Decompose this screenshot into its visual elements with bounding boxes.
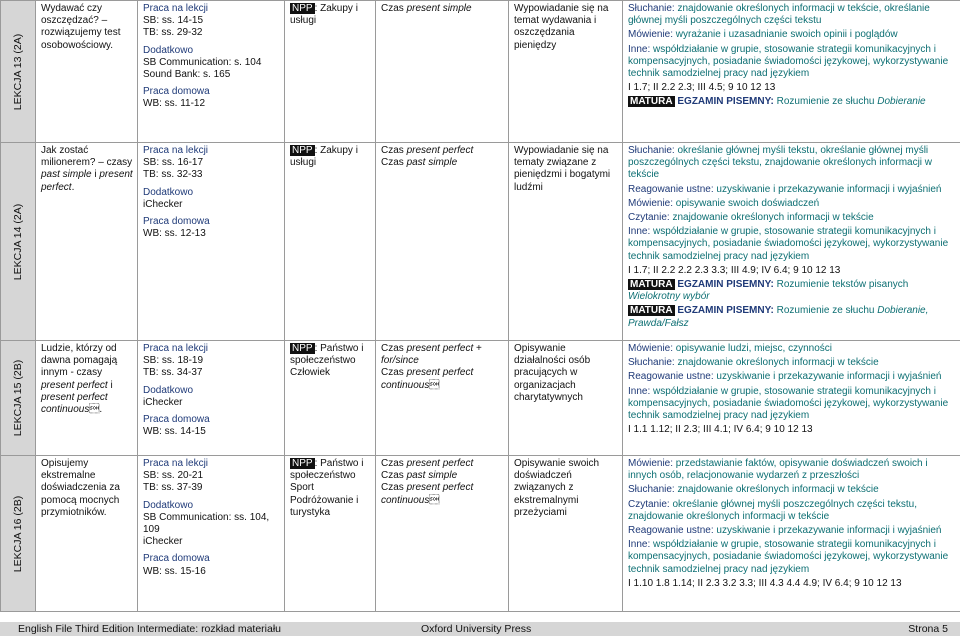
npp-line	[290, 145, 371, 169]
topic-cell	[36, 143, 138, 341]
skill-label: Słuchanie:	[628, 484, 675, 496]
skill-text: znajdowanie określonych informacji w tekście	[674, 357, 879, 369]
skill-label: Słuchanie:	[628, 3, 675, 14]
skill-text: znajdowanie określonych informacji w tekście, określanie głównej myśli poszczególnych części tekstu	[628, 3, 930, 27]
skill-text: współdziałanie w grupie, stosowanie strategii komunikacyjnych i kompensacyjnych, posiadanie świadomości językowej, wykorzystywanie technik samodzielnej pracy nad językiem	[628, 385, 949, 422]
lesson-row	[1, 456, 960, 612]
skill-item	[628, 343, 956, 355]
skill-label: Mówienie:	[628, 197, 674, 209]
codes: I 1.1 1.12; II 2.3; III 4.1; IV 6.4; 9 10 12 13	[628, 424, 813, 436]
materials-cell	[138, 1, 285, 143]
codes: I 1.7; II 2.2 2.2 2.3 3.3; III 4.9; IV 6.4; 9 10 12 13	[628, 264, 841, 276]
skill-text: określanie głównej myśli poszczególnych części tekstu, znajdowanie określonych informacji w tekście	[628, 498, 918, 522]
lesson-cell	[1, 143, 36, 341]
npp-text: : Zakupy i usługi	[290, 3, 358, 27]
materials-cell	[138, 341, 285, 456]
materials-label: Praca na lekcji	[143, 458, 209, 469]
lesson-cell	[1, 456, 36, 612]
skill-item	[628, 3, 956, 27]
npp-line	[290, 482, 371, 494]
skill-label: Reagowanie ustne:	[628, 183, 714, 195]
skill-item	[628, 539, 956, 576]
skill-label: Słuchanie:	[628, 357, 675, 369]
npp-cell	[285, 341, 376, 456]
materials-line: iChecker	[143, 396, 183, 408]
skill-label: Reagowanie ustne:	[628, 371, 714, 383]
grammar-cell	[376, 1, 509, 143]
skill-text: przedstawianie faktów, opisywanie doświadczeń swoich i innych osób, relacjonowanie wydarzeń z przeszłości	[628, 458, 928, 482]
materials-label: Dodatkowo	[143, 186, 194, 198]
matura-type: Wielokrotny wybór	[628, 291, 710, 303]
skill-label: Mówienie:	[628, 458, 674, 469]
materials-line: iChecker	[143, 198, 183, 210]
npp-tag: NPP	[292, 458, 313, 469]
npp-tag: NPP	[292, 3, 313, 14]
skill-label: Inne:	[628, 226, 651, 238]
npp-line	[290, 3, 371, 27]
lesson-label: LEKCJA 16 (2B)	[11, 495, 24, 572]
functions-text: Wypowiadanie się na temat wydawania i oszczędzania pieniędzy	[514, 3, 609, 51]
skill-item	[628, 226, 956, 263]
npp-text: : Państwo i społeczeństwo	[290, 343, 364, 367]
functions-cell	[509, 341, 623, 456]
grammar-item: Czas present perfect	[381, 458, 474, 469]
materials-line: WB: ss. 15-16	[143, 565, 206, 577]
materials-cell	[138, 143, 285, 341]
npp-text: : Państwo i społeczeństwo	[290, 458, 364, 482]
matura-text: Rozumienie ze słuchu	[773, 96, 878, 108]
skill-text: opisywanie swoich doświadczeń	[673, 197, 820, 209]
footer-left: English File Third Edition Intermediate: rozkład materiału	[18, 623, 282, 635]
materials-line: WB: ss. 14-15	[143, 426, 206, 438]
functions-cell	[509, 456, 623, 612]
functions-text: Opisywanie działalności osób pracujących w organizacjach charytatywnych	[514, 343, 591, 403]
skills-cell	[623, 1, 960, 143]
materials-cell	[138, 456, 285, 612]
skill-label: Mówienie:	[628, 343, 674, 354]
matura-type: Dobieranie	[877, 96, 926, 108]
materials-line: TB: ss. 29-32	[143, 27, 203, 39]
materials-line: TB: ss. 32-33	[143, 169, 203, 181]
skill-item	[628, 484, 956, 496]
lesson-row	[1, 143, 960, 341]
matura-label: EGZAMIN PISEMNY:	[674, 305, 774, 317]
matura-tag: MATURA	[630, 279, 673, 291]
lesson-cell	[1, 341, 36, 456]
skill-text: uzyskiwanie i przekazywanie informacji i wyjaśnień	[713, 183, 942, 195]
grammar-item: Czas present simple	[381, 3, 472, 14]
functions-text: Opisywanie swoich doświadczeń związanych z ekstremalnymi przeżyciami	[514, 458, 600, 518]
skills-cell	[623, 456, 960, 612]
materials-label: Praca na lekcji	[143, 343, 209, 354]
skill-text: znajdowanie określonych informacji w tekście	[674, 484, 879, 496]
grammar-cell	[376, 143, 509, 341]
skill-label: Reagowanie ustne:	[628, 525, 714, 537]
footer-page-number: Strona 5	[908, 623, 948, 635]
materials-line: Sound Bank: s. 165	[143, 69, 231, 81]
skills-cell	[623, 341, 960, 456]
skill-item	[628, 184, 956, 196]
materials-line: SB: ss. 14-15	[143, 15, 204, 27]
skill-item	[628, 357, 956, 369]
materials-line: SB: ss. 16-17	[143, 157, 204, 169]
footer-center: Oxford University Press	[421, 623, 532, 635]
skill-text: współdziałanie w grupie, stosowanie strategii komunikacyjnych i kompensacyjnych, posiadanie świadomości językowej, wykorzystywanie technik samodzielnej pracy nad językiem	[628, 43, 949, 80]
materials-line: SB Communication: ss. 104, 109	[143, 511, 270, 536]
grammar-item: Czas present perfect continuous	[381, 367, 474, 391]
skills-cell	[623, 143, 960, 341]
functions-cell	[509, 143, 623, 341]
skill-item	[628, 29, 956, 41]
topic-cell	[36, 341, 138, 456]
matura-tag: MATURA	[630, 305, 673, 317]
skill-item	[628, 198, 956, 210]
skill-text: wyrażanie i uzasadnianie swoich opinii i poglądów	[673, 29, 898, 41]
npp-tag: NPP	[292, 145, 313, 156]
functions-cell	[509, 1, 623, 143]
npp-tag: NPP	[292, 343, 313, 354]
npp-text: Człowiek	[290, 367, 331, 379]
skill-label: Inne:	[628, 539, 651, 551]
matura-type: Dobieranie, Prawda/Fałsz	[628, 305, 929, 329]
matura-item	[628, 96, 956, 108]
npp-line	[290, 367, 371, 379]
topic-text: Wydawać czy oszczędzać? – rozwiązujemy test osobowościowy.	[41, 3, 121, 51]
materials-line: SB: ss. 20-21	[143, 470, 204, 482]
grammar-item: Czas present perfect	[381, 145, 474, 156]
npp-line	[290, 343, 371, 367]
skill-item	[628, 499, 956, 523]
materials-line: TB: ss. 34-37	[143, 367, 203, 379]
skill-text: określanie głównej myśli tekstu, określanie głównej myśli poszczególnych części tekstu, znajdowanie określonych informacji w tekście	[628, 145, 933, 181]
skill-label: Inne:	[628, 385, 651, 397]
materials-label: Dodatkowo	[143, 384, 194, 396]
topic-text: Ludzie, którzy od dawna pomagają innym - czasy present perfect i present perfect continuous.	[41, 343, 118, 416]
skill-item	[628, 212, 956, 224]
materials-label: Praca domowa	[143, 216, 210, 228]
materials-label: Praca na lekcji	[143, 145, 209, 156]
npp-cell	[285, 143, 376, 341]
skill-text: uzyskiwanie i przekazywanie informacji i wyjaśnień	[713, 371, 942, 383]
materials-line: SB: ss. 18-19	[143, 355, 204, 367]
grammar-item: Czas past simple	[381, 470, 458, 482]
lesson-label: LEKCJA 13 (2A)	[11, 33, 24, 110]
skill-label: Inne:	[628, 43, 651, 55]
codes: I 1.7; II 2.2 2.3; III 4.5; 9 10 12 13	[628, 82, 776, 94]
npp-cell	[285, 1, 376, 143]
npp-line	[290, 495, 371, 519]
skill-item	[628, 386, 956, 423]
skill-text: współdziałanie w grupie, stosowanie strategii komunikacyjnych i kompensacyjnych, posiadanie świadomości językowej, wykorzystywanie technik samodzielnej pracy nad językiem	[628, 226, 949, 262]
skill-label: Słuchanie:	[628, 145, 675, 156]
grammar-item: Czas present perfect continuous	[381, 482, 474, 506]
npp-line	[290, 458, 371, 482]
topic-text: Jak zostać milionerem? – czasy past simple i present perfect.	[41, 145, 133, 193]
skill-text: uzyskiwanie i przekazywanie informacji i wyjaśnień	[713, 525, 942, 537]
matura-label: EGZAMIN PISEMNY:	[674, 279, 774, 291]
grammar-cell	[376, 341, 509, 456]
lesson-row	[1, 341, 960, 456]
materials-label: Dodatkowo	[143, 44, 194, 56]
lesson-label: LEKCJA 15 (2B)	[11, 359, 24, 437]
skill-label: Czytanie:	[628, 212, 670, 224]
topic-text: Opisujemy ekstremalne doświadczenia za pomocą mocnych przymiotników.	[41, 458, 120, 518]
skill-item	[628, 145, 956, 182]
materials-line: iChecker	[143, 536, 183, 548]
matura-tag: MATURA	[630, 96, 673, 108]
materials-label: Praca na lekcji	[143, 3, 209, 14]
matura-text: Rozumienie ze słuchu	[773, 305, 878, 317]
skill-text: współdziałanie w grupie, stosowanie strategii komunikacyjnych i kompensacyjnych, posiadanie świadomości językowej, wykorzystywanie technik samodzielnej pracy nad językiem	[628, 539, 949, 575]
materials-line: WB: ss. 11-12	[143, 98, 206, 110]
npp-text: Podróżowanie i turystyka	[290, 494, 359, 518]
materials-label: Dodatkowo	[143, 499, 194, 511]
codes: I 1.10 1.8 1.14; II 2.3 3.2 3.3; III 4.3 4.4 4.9; IV 6.4; 9 10 12 13	[628, 577, 902, 589]
matura-item	[628, 279, 956, 303]
materials-label: Praca domowa	[143, 86, 210, 98]
page-footer	[0, 622, 960, 636]
npp-text: Sport	[290, 482, 314, 494]
materials-line: TB: ss. 37-39	[143, 482, 203, 494]
npp-text: : Zakupy i usługi	[290, 145, 358, 169]
topic-cell	[36, 1, 138, 143]
grammar-item: Czas past simple	[381, 157, 458, 169]
skill-item	[628, 371, 956, 383]
matura-item	[628, 305, 956, 329]
skill-item	[628, 44, 956, 81]
matura-label: EGZAMIN PISEMNY:	[674, 96, 774, 108]
skill-label: Czytanie:	[628, 498, 670, 510]
materials-line: SB Communication: s. 104	[143, 56, 262, 68]
lesson-label: LEKCJA 14 (2A)	[11, 203, 24, 280]
lesson-cell	[1, 1, 36, 143]
matura-text: Rozumienie tekstów pisanych	[773, 279, 909, 291]
grammar-cell	[376, 456, 509, 612]
npp-cell	[285, 456, 376, 612]
skill-item	[628, 458, 956, 482]
functions-text: Wypowiadanie się na tematy związane z pieniędzmi i bogatymi ludźmi	[514, 145, 611, 193]
skill-text: znajdowanie określonych informacji w tekście	[669, 212, 874, 224]
materials-line: WB: ss. 12-13	[143, 228, 206, 240]
grammar-item: Czas present perfect + for/since	[381, 343, 482, 367]
skill-text: opisywanie ludzi, miejsc, czynności	[673, 343, 832, 354]
lesson-row	[1, 1, 960, 143]
materials-label: Praca domowa	[143, 414, 210, 426]
skill-label: Mówienie:	[628, 29, 674, 41]
materials-label: Praca domowa	[143, 553, 210, 565]
topic-cell	[36, 456, 138, 612]
skill-item	[628, 525, 956, 537]
